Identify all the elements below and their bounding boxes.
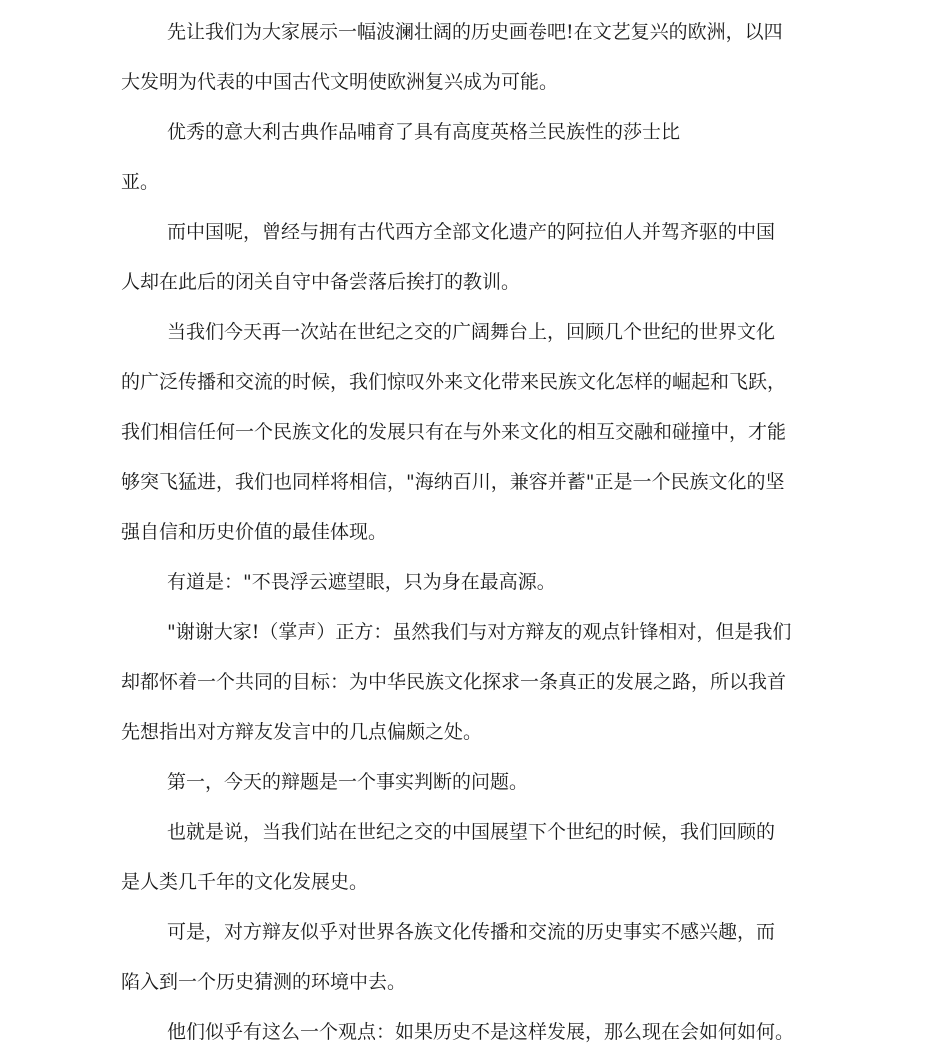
text-line: 有道是："不畏浮云遮望眼，只为身在最高源。 — [167, 571, 556, 593]
text-line: 是人类几千年的文化发展史。 — [121, 871, 369, 893]
text-line: 强自信和历史价值的最佳体现。 — [121, 521, 388, 543]
text-line: 却都怀着一个共同的目标：为中华民族文化探求一条真正的发展之路，所以我首 — [121, 671, 787, 693]
text-line: 而中国呢，曾经与拥有古代西方全部文化遗产的阿拉伯人并驾齐驱的中国 — [167, 221, 776, 243]
text-line: 第一，今天的辩题是一个事实判断的问题。 — [167, 771, 529, 793]
text-line: 优秀的意大利古典作品哺育了具有高度英格兰民族性的莎士比 — [167, 121, 681, 143]
text-line: 先想指出对方辩友发言中的几点偏颇之处。 — [121, 721, 483, 743]
text-line: 我们相信任何一个民族文化的发展只有在与外来文化的相互交融和碰撞中，才能 — [121, 421, 787, 443]
text-line: 先让我们为大家展示一幅波澜壮阔的历史画卷吧!在文艺复兴的欧洲，以四 — [167, 21, 783, 43]
text-line: "谢谢大家!（掌声）正方：虽然我们与对方辩友的观点针锋相对，但是我们 — [167, 621, 792, 643]
text-line: 的广泛传播和交流的时候，我们惊叹外来文化带来民族文化怎样的崛起和飞跃， — [121, 371, 787, 393]
text-line: 当我们今天再一次站在世纪之交的广阔舞台上，回顾几个世纪的世界文化 — [167, 321, 776, 343]
text-line: 亚。 — [121, 171, 160, 193]
text-line: 可是，对方辩友似乎对世界各族文化传播和交流的历史事实不感兴趣，而 — [167, 921, 776, 943]
text-line: 他们似乎有这么一个观点：如果历史不是这样发展，那么现在会如何如何。 — [167, 1021, 795, 1043]
text-line: 人却在此后的闭关自守中备尝落后挨打的教训。 — [121, 271, 521, 293]
text-line: 陷入到一个历史猜测的环境中去。 — [121, 971, 407, 993]
text-line: 也就是说，当我们站在世纪之交的中国展望下个世纪的时候，我们回顾的 — [167, 821, 776, 843]
text-line: 够突飞猛进，我们也同样将相信，"海纳百川，兼容并蓄"正是一个民族文化的坚 — [121, 471, 785, 493]
text-line: 大发明为代表的中国古代文明使欧洲复兴成为可能。 — [121, 71, 559, 93]
